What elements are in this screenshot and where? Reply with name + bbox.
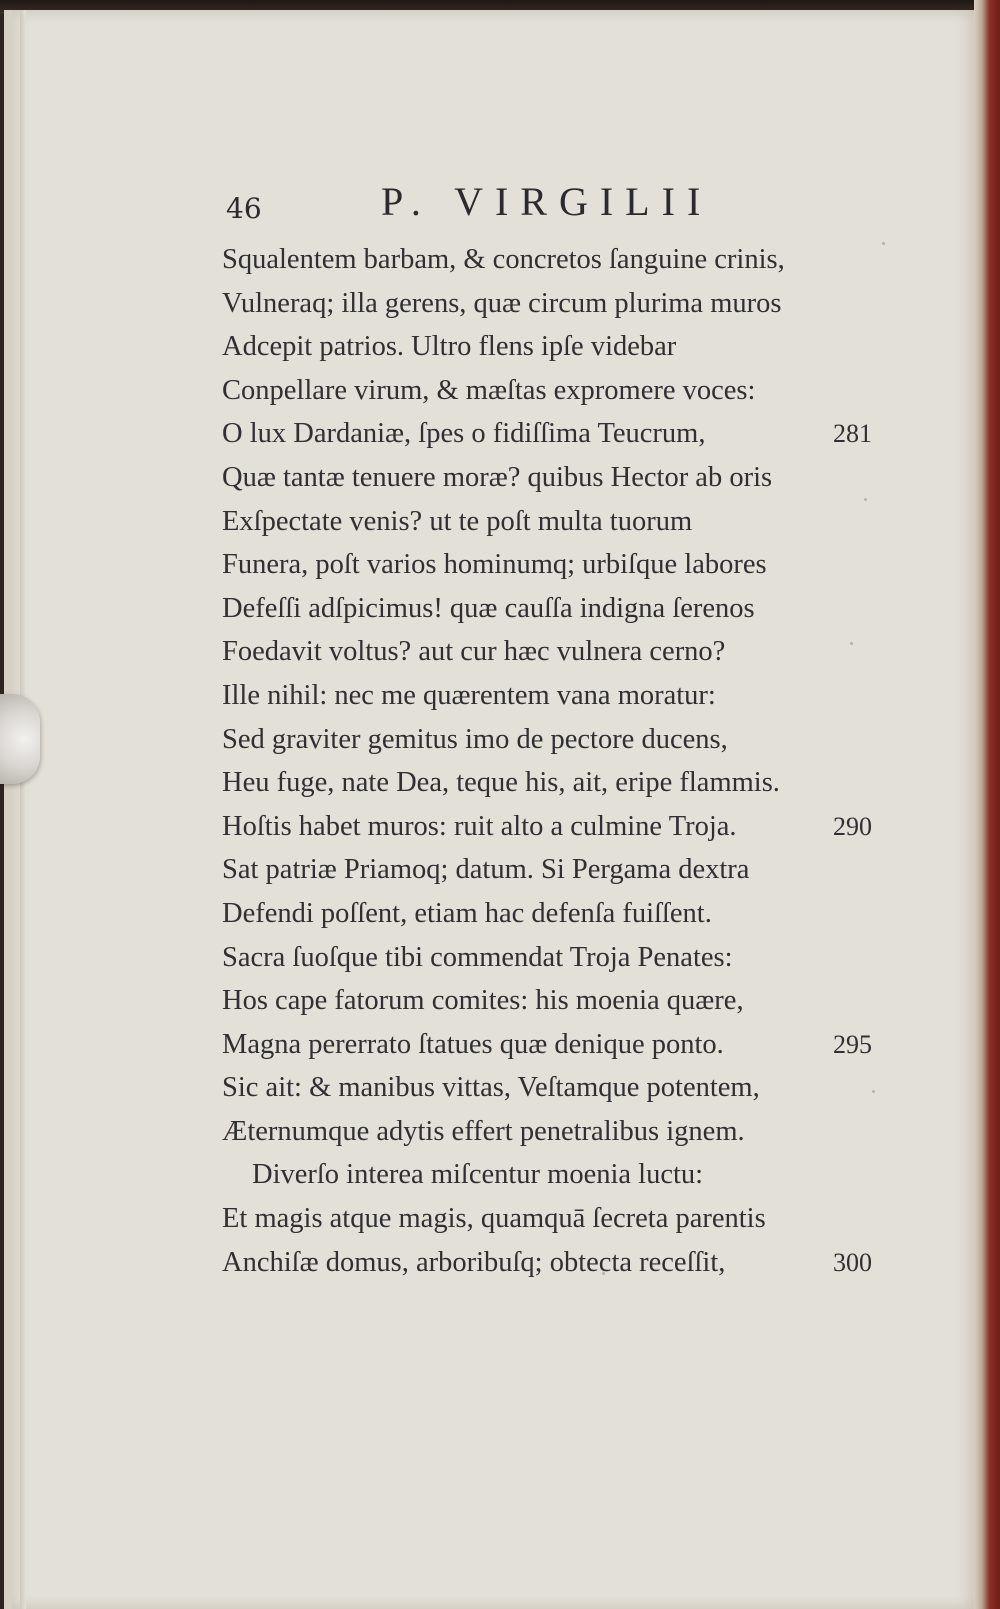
verse-text: Ille nihil: nec me quærentem vana moratur: bbox=[222, 679, 716, 711]
page-header bbox=[226, 178, 726, 238]
page-gutter-shadow bbox=[20, 10, 26, 1609]
verse-text: Adcepit patrios. Ultro flens ipſe videbar bbox=[222, 331, 677, 363]
paper-speck bbox=[872, 1090, 875, 1093]
verse-line bbox=[222, 369, 872, 413]
verse-text: O lux Dardaniæ, ſpes o fidiſſima Teucrum, bbox=[222, 418, 706, 450]
verse-text: Defeſſi adſpicimus! quæ cauſſa indigna ſerenos bbox=[222, 592, 755, 624]
running-title: P. VIRGILII bbox=[381, 179, 713, 224]
verse-line bbox=[222, 1110, 872, 1154]
verse-text: Sic ait: & manibus vittas, Veſtamque potentem, bbox=[222, 1072, 760, 1104]
verse-text: Squalentem barbam, & concretos ſanguine crinis, bbox=[222, 244, 785, 275]
verse-line-number: 300 bbox=[833, 1247, 872, 1277]
verse-text: Æternumque adytis effert penetralibus ignem. bbox=[222, 1115, 745, 1147]
verse-text: Defendi poſſent, etiam hac defenſa fuiſſent. bbox=[222, 897, 712, 929]
verse-line bbox=[222, 1066, 872, 1110]
verse-text: Sacra ſuoſque tibi commendat Troja Penates: bbox=[222, 941, 733, 973]
verse-line bbox=[222, 761, 872, 805]
paper-speck bbox=[882, 242, 885, 245]
verse-line bbox=[222, 1153, 872, 1197]
verse-line bbox=[222, 936, 872, 980]
verse-line-number: 281 bbox=[833, 419, 872, 449]
page-clip-tab bbox=[0, 694, 40, 784]
verse-text: Funera, poſt varios hominumq; urbiſque labores bbox=[222, 549, 767, 581]
verse-line bbox=[222, 1241, 872, 1285]
verse-text: Sed graviter gemitus imo de pectore ducens, bbox=[222, 723, 728, 755]
verse-text: Magna pererrato ſtatues quæ denique ponto. bbox=[222, 1028, 724, 1060]
verse-text: Conpellare virum, & mæſtas expromere voces: bbox=[222, 374, 756, 406]
verse-line bbox=[222, 674, 872, 718]
verse-line bbox=[222, 587, 872, 631]
verse-text: Quæ tantæ tenuere moræ? quibus Hector ab oris bbox=[222, 461, 773, 493]
verse-line bbox=[222, 1197, 872, 1241]
verse-line bbox=[222, 543, 872, 587]
verse-text: Hoſtis habet muros: ruit alto a culmine Troja. bbox=[222, 810, 737, 842]
verse-text: Vulneraq; illa gerens, quæ circum plurima muros bbox=[222, 287, 782, 319]
verse-line bbox=[222, 979, 872, 1023]
verse-line bbox=[222, 456, 872, 500]
verse-line bbox=[222, 892, 872, 936]
verse-line bbox=[222, 325, 872, 369]
verse-line bbox=[222, 630, 872, 674]
verse-text: Foedavit voltus? aut cur hæc vulnera cerno? bbox=[222, 636, 726, 668]
verse-text: Hos cape fatorum comites: his moenia quære, bbox=[222, 985, 744, 1017]
verse-text: Anchiſæ domus, arboribuſq; obtecta receſſit, bbox=[222, 1246, 726, 1278]
verse-text: Et magis atque magis, quamquā ſecreta parentis bbox=[222, 1203, 766, 1235]
verse-text: Sat patriæ Priamoq; datum. Si Pergama dextra bbox=[222, 854, 750, 886]
verse-text: Diverſo interea miſcentur moenia luctu: bbox=[252, 1159, 704, 1191]
verse-line bbox=[222, 805, 872, 849]
verse-line bbox=[222, 282, 872, 326]
verse-line bbox=[222, 718, 872, 762]
page-number: 46 bbox=[226, 192, 262, 225]
verse-text: Heu fuge, nate Dea, teque his, ait, eripe flammis. bbox=[222, 767, 780, 799]
verse-line bbox=[222, 412, 872, 456]
verse-line bbox=[222, 238, 872, 282]
verse-line bbox=[222, 1023, 872, 1067]
verse-line-number: 295 bbox=[833, 1029, 872, 1059]
verse-line bbox=[222, 500, 872, 544]
verse-line bbox=[222, 848, 872, 892]
verse-text: Exſpectate venis? ut te poſt multa tuorum bbox=[222, 505, 693, 537]
verse-block bbox=[222, 238, 872, 1284]
verse-line-number: 290 bbox=[833, 811, 872, 841]
book-binding-edge bbox=[974, 0, 1000, 1609]
